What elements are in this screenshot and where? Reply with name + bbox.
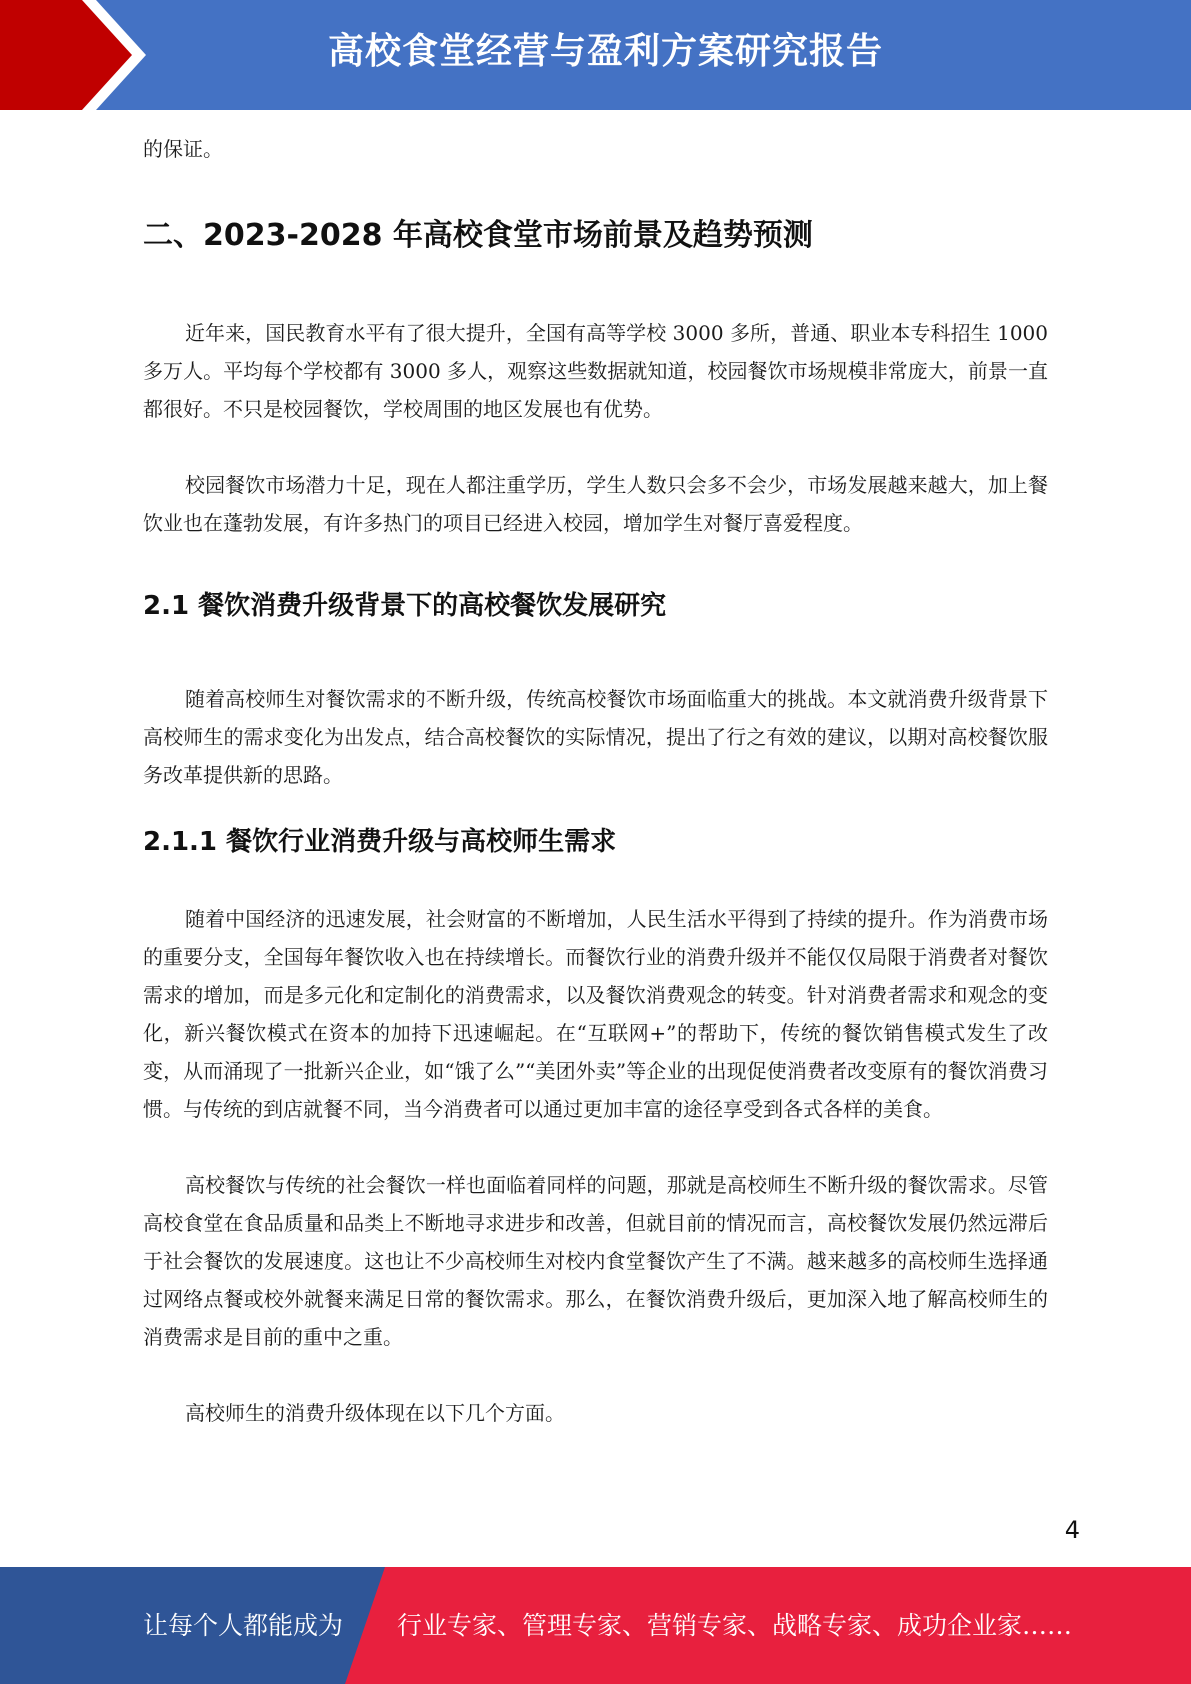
section-heading: 二、2023-2028 年高校食堂市场前景及趋势预测 [143,218,813,253]
body-paragraph: 校园餐饮市场潜力十足，现在人都注重学历，学生人数只会多不会少，市场发展越来越大，加上餐饮业也在蓬勃发展，有许多热门的项目已经进入校园，增加学生对餐厅喜爱程度。 [143,473,1048,535]
body-paragraph: 随着中国经济的迅速发展，社会财富的不断增加，人民生活水平得到了持续的提升。作为消费市场的重要分支，全国每年餐饮收入也在持续增长。而餐饮行业的消费升级并不能仅仅局限于消费者对餐饮需求的增加，而是多元化和定制化的消费需求，以及餐饮消费观念的转变。针对消费者需求和观念的变化，新兴餐饮模式在资本的加持下迅速崛起。在“互联网+”的帮助下，传统的餐饮销售模式发生了改变，从而涌现了一批新兴企业，如“饿了么”“美团外卖”等企业的出现促使消费者改变原有的餐饮消费习惯。与传统的到店就餐不同，当今消费者可以通过更加丰富的途径享受到各式各样的美食。 [143,907,1048,1121]
report-title: 高校食堂经营与盈利方案研究报告 [327,31,883,72]
subsubsection-heading: 2.1.1 餐饮行业消费升级与高校师生需求 [143,827,617,857]
body-paragraph: 随着高校师生对餐饮需求的不断升级，传统高校餐饮市场面临重大的挑战。本文就消费升级背景下高校师生的需求变化为出发点，结合高校餐饮的实际情况，提出了行之有效的建议，以期对高校餐饮服务改革提供新的思路。 [143,687,1048,787]
footer-slogan-right: 行业专家、管理专家、营销专家、战略专家、成功企业家…… [397,1611,1073,1640]
page-number: 4 [1064,1516,1080,1544]
page-content [143,130,1048,1432]
page-header [0,0,1191,110]
body-paragraph: 高校师生的消费升级体现在以下几个方面。 [185,1401,565,1425]
subsection-heading: 2.1 餐饮消费升级背景下的高校餐饮发展研究 [143,591,667,621]
body-paragraph: 高校餐饮与传统的社会餐饮一样也面临着同样的问题，那就是高校师生不断升级的餐饮需求。尽管高校食堂在食品质量和品类上不断地寻求进步和改善，但就目前的情况而言，高校餐饮发展仍然远滞后于社会餐饮的发展速度。这也让不少高校师生对校内食堂餐饮产生了不满。越来越多的高校师生选择通过网络点餐或校外就餐来满足日常的餐饮需求。那么，在餐饮消费升级后，更加深入地了解高校师生的消费需求是目前的重中之重。 [143,1173,1048,1349]
footer-slogan-left: 让每个人都能成为 [143,1611,344,1640]
body-paragraph: 近年来，国民教育水平有了很大提升，全国有高等学校 3000 多所，普通、职业本专科招生 1000 多万人。平均每个学校都有 3000 多人，观察这些数据就知道，校园餐饮市场规模非常庞大，前景一直都很好。不只是校园餐饮，学校周围的地区发展也有优势。 [143,321,1048,421]
lead-fragment: 的保证。 [143,137,223,161]
page-footer [0,1567,1191,1684]
